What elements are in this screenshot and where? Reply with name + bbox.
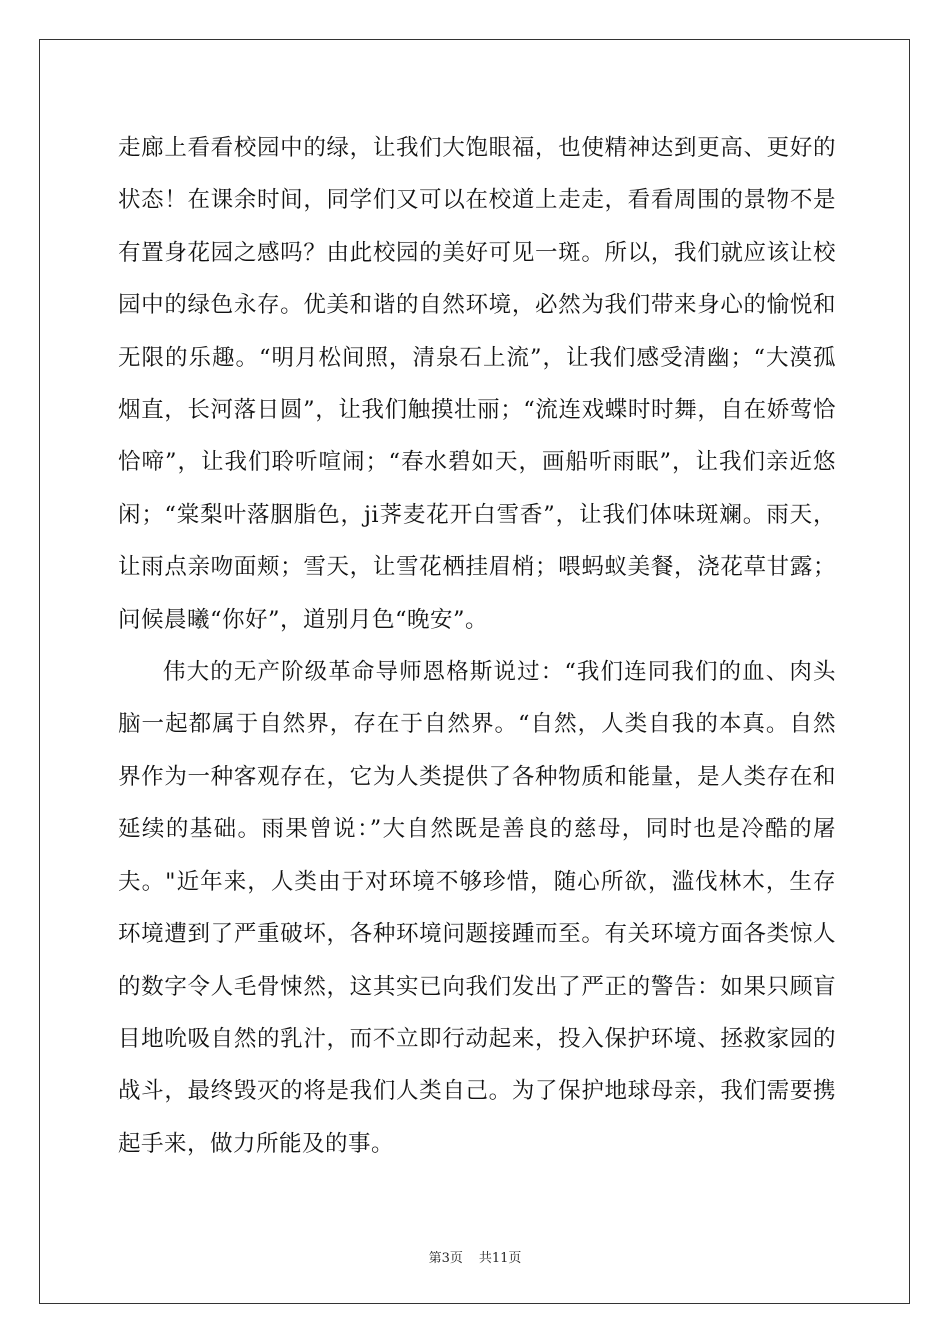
page-total: 共11页 — [478, 1251, 522, 1266]
page-number: 第3页 — [428, 1251, 463, 1266]
page-footer — [0, 1247, 950, 1266]
paragraph-2: 伟大的无产阶级革命导师恩格斯说过：“我们连同我们的血、肉头脑一起都属于自然界，存在于自然界。“自然，人类自我的本真。自然界作为一种客观存在，它为人类提供了各种物质和能量，是人类存在和延续的基础。雨果曾说：”大自然既是善良的慈母，同时也是冷酷的屠夫。"近年来，人类由于对环境不够珍惜，随心所欲，滥伐林木，生存环境遭到了严重破坏，各种环境问题接踵而至。有关环境方面各类惊人的数字令人毛骨悚然，这其实已向我们发出了严正的警告：如果只顾盲目地吮吸自然的乳汁，而不立即行动起来，投入保护环境、拯救家园的战斗，最终毁灭的将是我们人类自己。为了保护地球母亲，我们需要携起手来，做力所能及的事。 — [118, 659, 836, 1157]
paragraph-1: 走廊上看看校园中的绿，让我们大饱眼福，也使精神达到更高、更好的状态！在课余时间，同学们又可以在校道上走走，看看周围的景物不是有置身花园之感吗？由此校园的美好可见一斑。所以，我们就应该让校园中的绿色永存。优美和谐的自然环境，必然为我们带来身心的愉悦和无限的乐趣。“明月松间照，清泉石上流”，让我们感受清幽；“大漠孤烟直，长河落日圆”，让我们触摸壮丽；“流连戏蝶时时舞，自在娇莺恰恰啼”，让我们聆听喧闹；“春水碧如天，画船听雨眠”，让我们亲近悠闲；“棠梨叶落胭脂色，ji荠麦花开白雪香”，让我们体味斑斓。雨天，让雨点亲吻面颊；雪天，让雪花栖挂眉梢；喂蚂蚁美餐，浇花草甘露；问候晨曦“你好”，道别月色“晚安”。 — [118, 135, 836, 633]
document-body — [118, 122, 836, 1170]
